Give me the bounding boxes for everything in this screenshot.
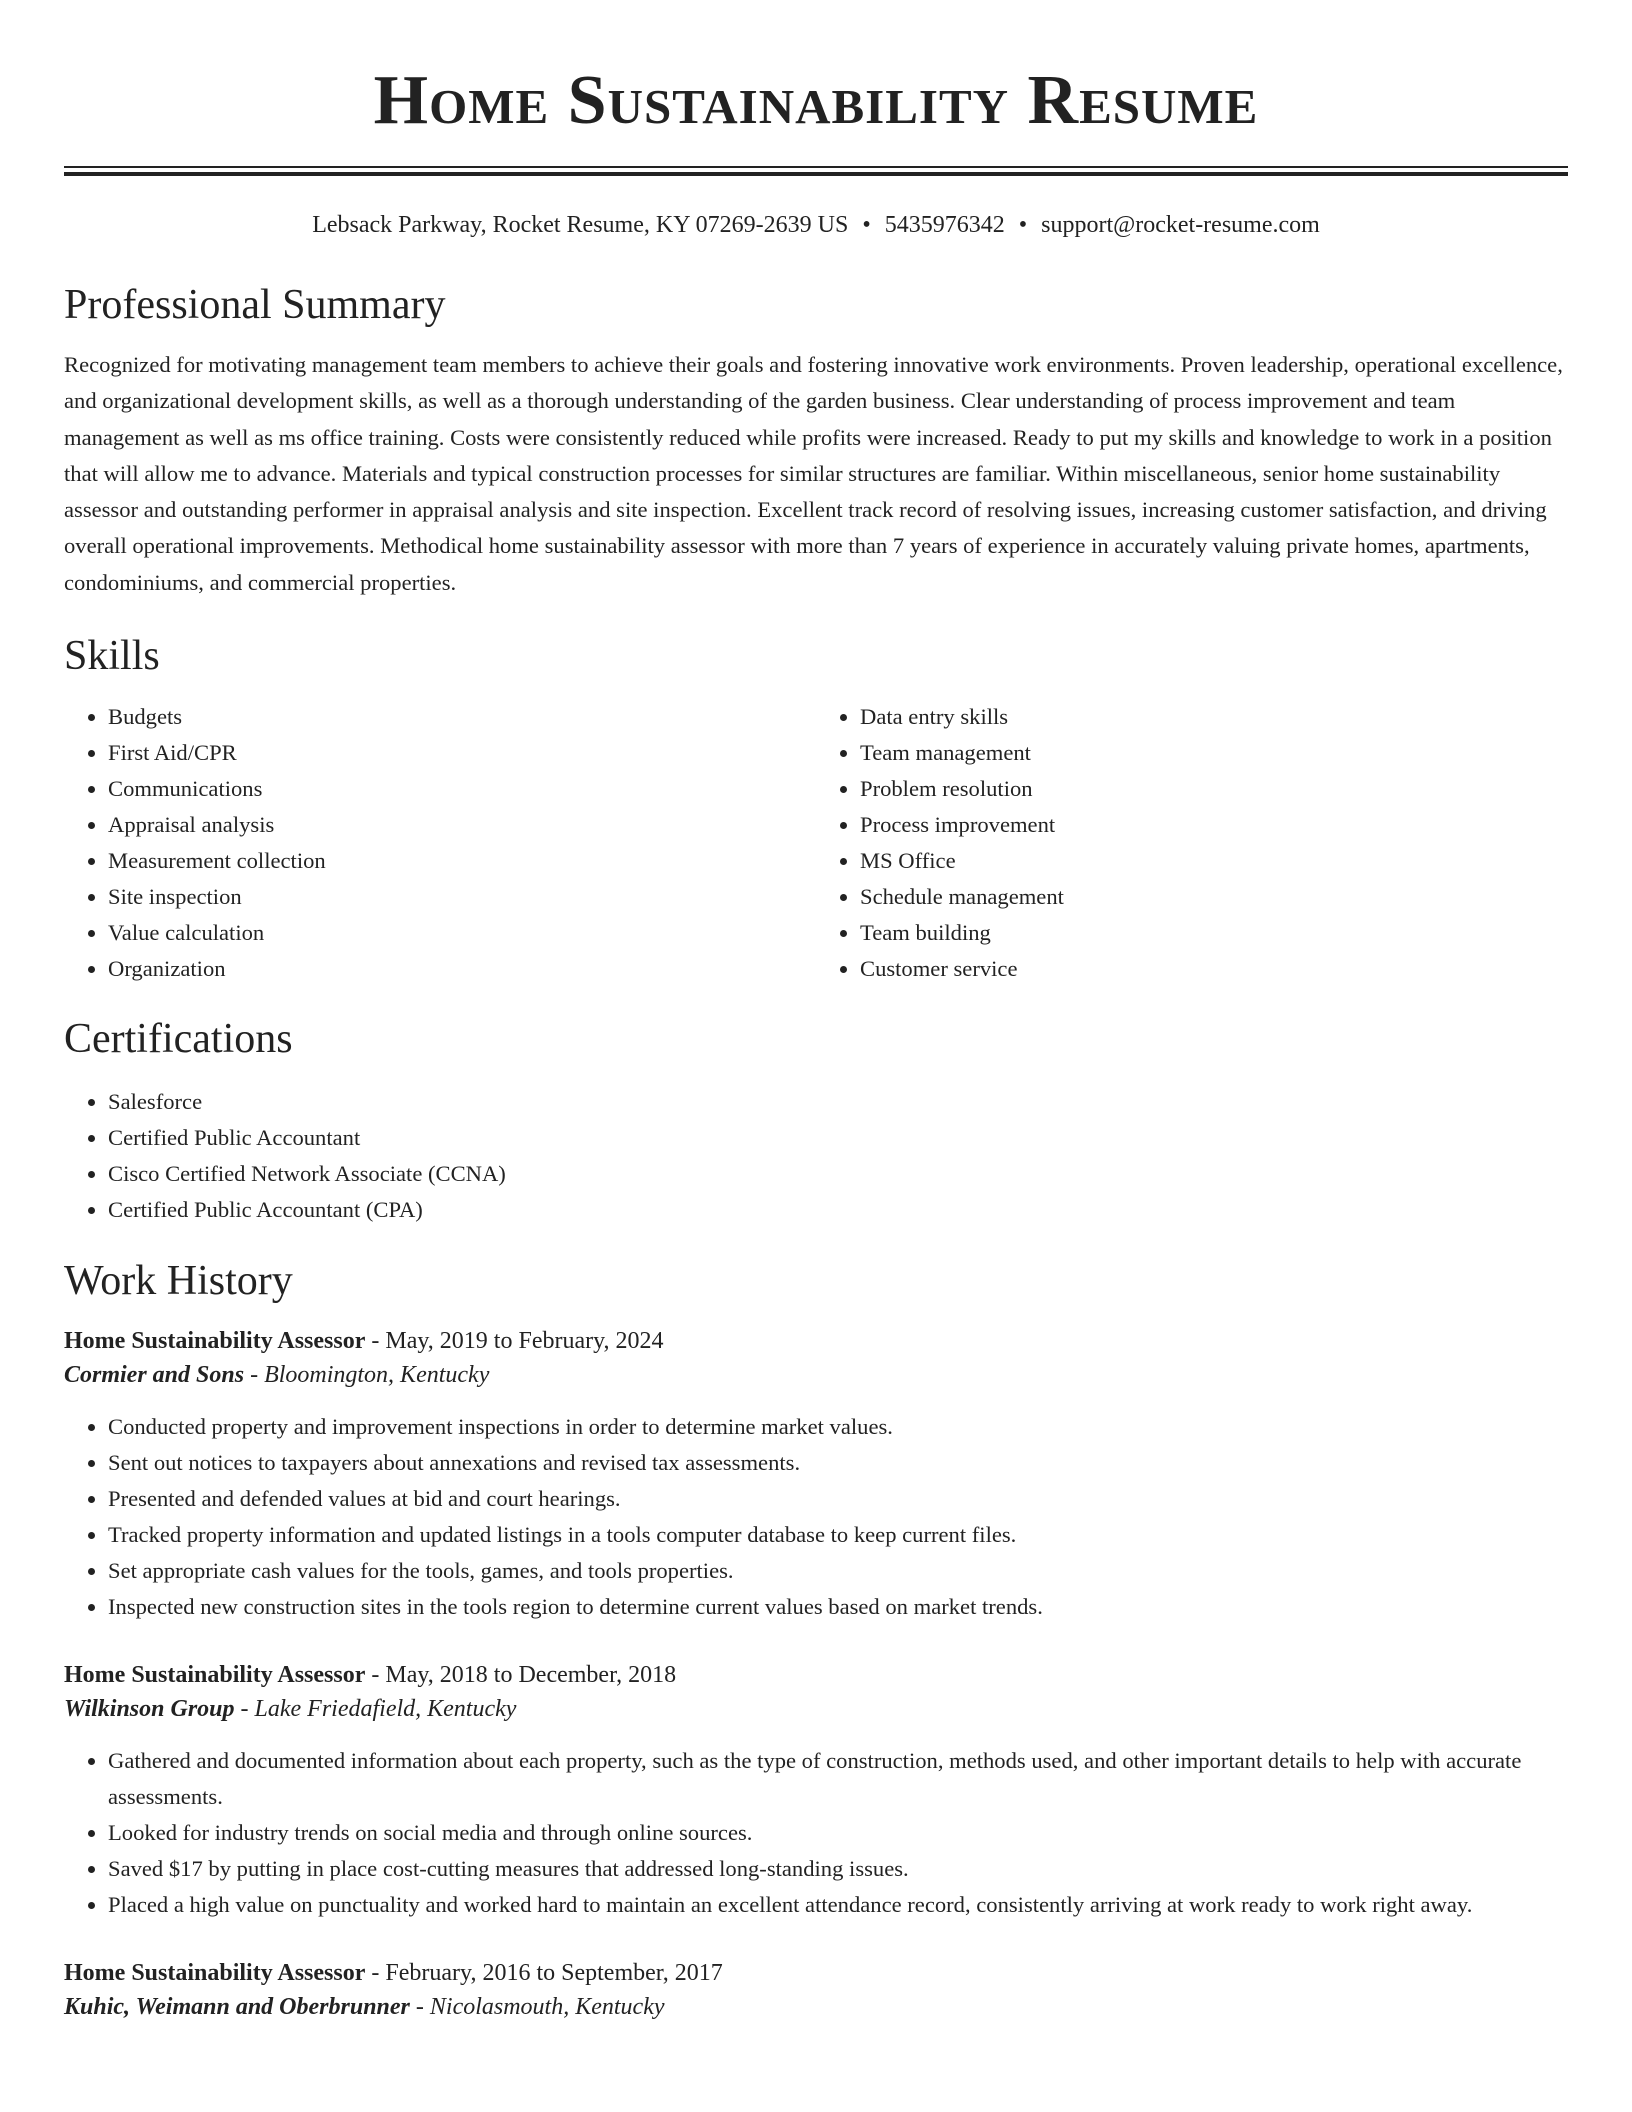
skill-item: • Data entry skills	[860, 699, 1568, 735]
skill-item: • Team management	[860, 735, 1568, 771]
page-title: Home Sustainability Resume	[373, 62, 1259, 139]
title-divider	[64, 166, 1568, 176]
job-dash: -	[234, 1696, 255, 1723]
job-company: Wilkinson Group	[64, 1696, 235, 1723]
job-dates: May, 2018 to December, 2018	[385, 1662, 677, 1689]
summary-text: Recognized for motivating management team members to achieve their goals and fostering innovative work environments. Proven leadership, operational excellence, and organizational development skills, as well as a thorough understanding of the garden business. Clear understanding of process improvement and team management as well as ms office training. Costs were consistently reduced while profits were increased. Ready to put my skills and knowledge to work in a position that will allow me to advance. Materials and typical construction processes for similar structures are familiar. Within miscellaneous, senior home sustainability assessor and outstanding performer in appraisal analysis and site inspection. Excellent track record of resolving issues, increasing customer satisfaction, and driving overall operational improvements. Methodical home sustainability assessor with more than 7 years of experience in accurately valuing private homes, apartments, condominiums, and commercial properties.	[64, 352, 1563, 595]
skills-grid	[64, 699, 1568, 987]
job-bullet: • Inspected new construction sites in the tools region to determine current values based on market trends.	[108, 1589, 1568, 1625]
skill-item: • Team building	[860, 915, 1568, 951]
certifications-list	[64, 1084, 1568, 1228]
skill-item: • Measurement collection	[108, 843, 816, 879]
skill-item: • Site inspection	[108, 879, 816, 915]
skills-column-right	[816, 699, 1568, 987]
skill-item: • Budgets	[108, 699, 816, 735]
job-bullet: • Gathered and documented information about each property, such as the type of construction, methods used, and other important details to help with accurate assessments.	[108, 1743, 1568, 1815]
job-bullet: • Tracked property information and updated listings in a tools computer database to keep current files.	[108, 1517, 1568, 1553]
job-title-line	[64, 1658, 1568, 1692]
job-bullet: • Sent out notices to taxpayers about annexations and revised tax assessments.	[108, 1445, 1568, 1481]
job-bullet: • Set appropriate cash values for the tools, games, and tools properties.	[108, 1553, 1568, 1589]
skill-item: • Organization	[108, 951, 816, 987]
job-dates: May, 2019 to February, 2024	[385, 1328, 664, 1355]
contact-email: support@rocket-resume.com	[1041, 212, 1320, 238]
job-title: Home Sustainability Assessor	[64, 1662, 366, 1689]
job-company: Kuhic, Weimann and Oberbrunner	[64, 1994, 410, 2021]
skill-item: • Problem resolution	[860, 771, 1568, 807]
job-dates: February, 2016 to September, 2017	[385, 1960, 723, 1987]
skills-list-right	[816, 699, 1568, 987]
skill-item: • First Aid/CPR	[108, 735, 816, 771]
work-history-heading: Work History	[64, 1258, 293, 1305]
job-entry	[64, 1324, 1568, 1625]
skill-item: • Appraisal analysis	[108, 807, 816, 843]
job-dash: -	[365, 1960, 386, 1987]
job-title: Home Sustainability Assessor	[64, 1960, 366, 1987]
job-title-line	[64, 1324, 1568, 1358]
job-company-line	[64, 1692, 1568, 1726]
job-bullet: • Looked for industry trends on social media and through online sources.	[108, 1815, 1568, 1851]
summary-heading: Professional Summary	[64, 282, 446, 328]
certification-item: • Certified Public Accountant (CPA)	[108, 1192, 1568, 1228]
contact-separator: •	[862, 212, 871, 238]
certification-item: • Salesforce	[108, 1084, 1568, 1120]
job-bullet: • Conducted property and improvement inspections in order to determine market values.	[108, 1409, 1568, 1445]
job-location: Lake Friedafield, Kentucky	[254, 1696, 517, 1723]
contact-line	[64, 210, 1568, 240]
skills-column-left	[64, 699, 816, 987]
job-bullet: • Placed a high value on punctuality and worked hard to maintain an excellent attendance record, consistently arriving at work ready to work right away.	[108, 1887, 1568, 1923]
job-title-line	[64, 1956, 1568, 1990]
skill-item: • Process improvement	[860, 807, 1568, 843]
skill-item: • Schedule management	[860, 879, 1568, 915]
job-company-line	[64, 1358, 1568, 1392]
skills-heading: Skills	[64, 633, 160, 680]
job-bullets	[64, 1409, 1568, 1625]
job-entry	[64, 1956, 1568, 2024]
contact-separator: •	[1018, 212, 1028, 238]
job-dash: -	[244, 1362, 265, 1389]
certifications-heading: Certifications	[64, 1016, 293, 1063]
job-title: Home Sustainability Assessor	[64, 1328, 366, 1355]
skill-item: • Communications	[108, 771, 816, 807]
skill-item: • MS Office	[860, 843, 1568, 879]
job-company: Cormier and Sons	[64, 1362, 245, 1389]
job-bullet: • Presented and defended values at bid and court hearings.	[108, 1481, 1568, 1517]
certification-item: • Cisco Certified Network Associate (CCNA)	[108, 1156, 1568, 1192]
job-dash: -	[365, 1328, 386, 1355]
skill-item: • Value calculation	[108, 915, 816, 951]
job-bullets	[64, 1743, 1568, 1923]
skills-list-left	[64, 699, 816, 987]
job-dash: -	[409, 1994, 430, 2021]
job-location: Bloomington, Kentucky	[264, 1362, 490, 1389]
job-company-line	[64, 1990, 1568, 2024]
job-bullet: • Saved $17 by putting in place cost-cutting measures that addressed long-standing issues.	[108, 1851, 1568, 1887]
job-dash: -	[365, 1662, 386, 1689]
certification-item: • Certified Public Accountant	[108, 1120, 1568, 1156]
skill-item: • Customer service	[860, 951, 1568, 987]
job-entry	[64, 1658, 1568, 1923]
contact-phone: 5435976342	[884, 212, 1005, 238]
job-location: Nicolasmouth, Kentucky	[429, 1994, 665, 2021]
contact-address: Lebsack Parkway, Rocket Resume, KY 07269-2639 US	[312, 212, 849, 238]
